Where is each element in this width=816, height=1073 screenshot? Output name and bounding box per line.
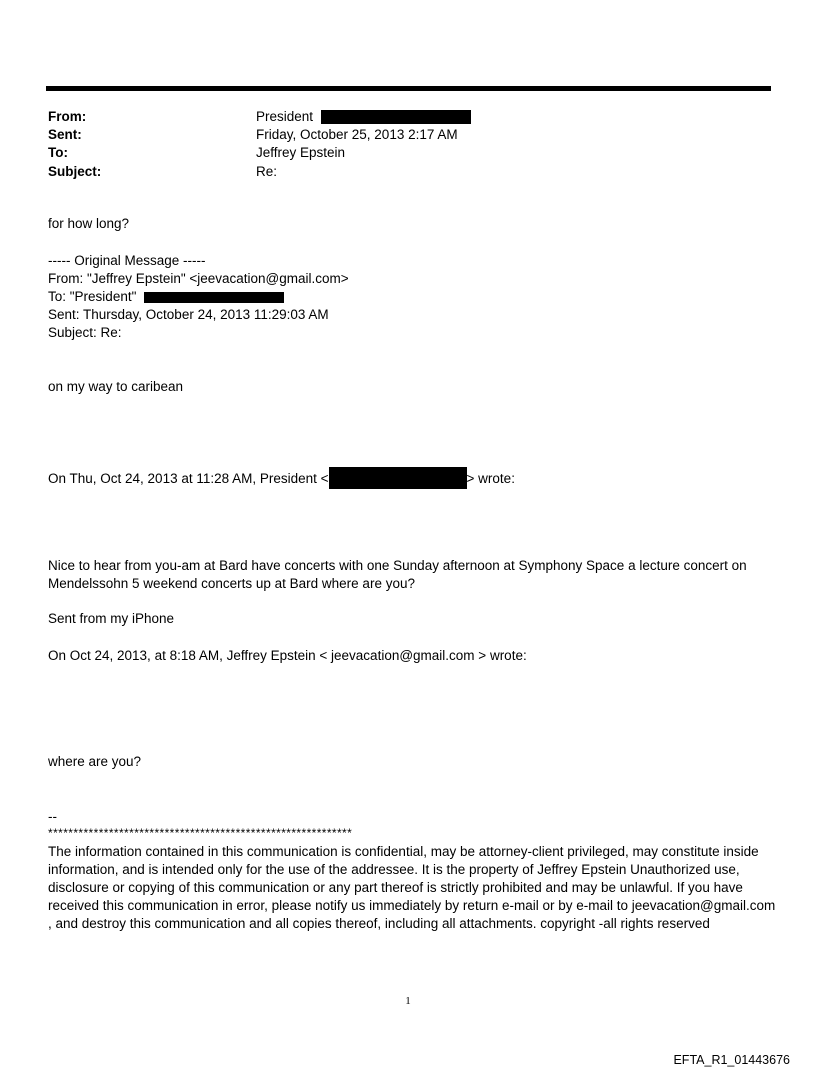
signature-stars: ************************************************************ xyxy=(48,826,353,840)
page-number: 1 xyxy=(405,995,411,1007)
sent-row xyxy=(48,126,471,144)
redaction-box xyxy=(329,467,467,489)
original-separator: ----- Original Message ----- xyxy=(48,253,206,268)
from-name: President xyxy=(256,109,314,124)
original-to-prefix: To: "President" xyxy=(48,289,137,304)
to-value: Jeffrey Epstein xyxy=(256,145,346,161)
reply-text: for how long? xyxy=(48,216,130,231)
signature-dashes: -- xyxy=(48,809,57,824)
to-row xyxy=(48,144,471,162)
quote-header-2: On Oct 24, 2013, at 8:18 AM, Jeffrey Epstein < jeevacation@gmail.com > wrote: xyxy=(48,648,527,663)
original-subject: Subject: Re: xyxy=(48,325,122,340)
from-row xyxy=(48,108,471,126)
redaction-box xyxy=(321,110,471,124)
sent-value: Friday, October 25, 2013 2:17 AM xyxy=(256,127,458,143)
to-label: To: xyxy=(48,145,68,161)
original-to xyxy=(48,288,284,306)
bates-number: EFTA_R1_01443676 xyxy=(673,1053,790,1067)
message-caribean: on my way to caribean xyxy=(48,379,184,394)
disclaimer: The information contained in this communication is confidential, may be attorney-client privileged, may constitute inside information, and is intended only for the use of the addressee. It is the property of Jeffrey Epstein Unauthorized use, disclosure or copying of this communication or any part thereof is strictly prohibited and may be unlawful. If you have received this communication in error, please notify us immediately by return e-mail or by e-mail to jeevacation@gmail.com , and destroy this communication and all copies thereof, including all attachments. copyright -all rights reserved xyxy=(48,844,780,931)
quote1-prefix: On Thu, Oct 24, 2013 at 11:28 AM, President < xyxy=(48,471,329,486)
from-value xyxy=(256,108,471,126)
subject-value: Re: xyxy=(256,163,278,179)
quote-header-1 xyxy=(48,467,515,489)
subject-row xyxy=(48,163,471,181)
quote1-suffix: > wrote: xyxy=(466,471,515,486)
email-header xyxy=(48,108,471,181)
sent-label: Sent: xyxy=(48,127,82,143)
sent-from-iphone: Sent from my iPhone xyxy=(48,611,175,626)
original-from: From: "Jeffrey Epstein" <jeevacation@gmail.com> xyxy=(48,271,349,286)
from-label: From: xyxy=(48,109,87,124)
original-sent: Sent: Thursday, October 24, 2013 11:29:03 AM xyxy=(48,307,329,322)
message-where: where are you? xyxy=(48,754,142,769)
redaction-box xyxy=(144,292,284,303)
subject-label: Subject: xyxy=(48,163,102,179)
message-bard: Nice to hear from you-am at Bard have concerts with one Sunday afternoon at Symphony Space a lecture concert on Mendelssohn 5 weekend concerts up at Bard where are you? xyxy=(48,558,751,591)
header-rule xyxy=(46,86,771,91)
